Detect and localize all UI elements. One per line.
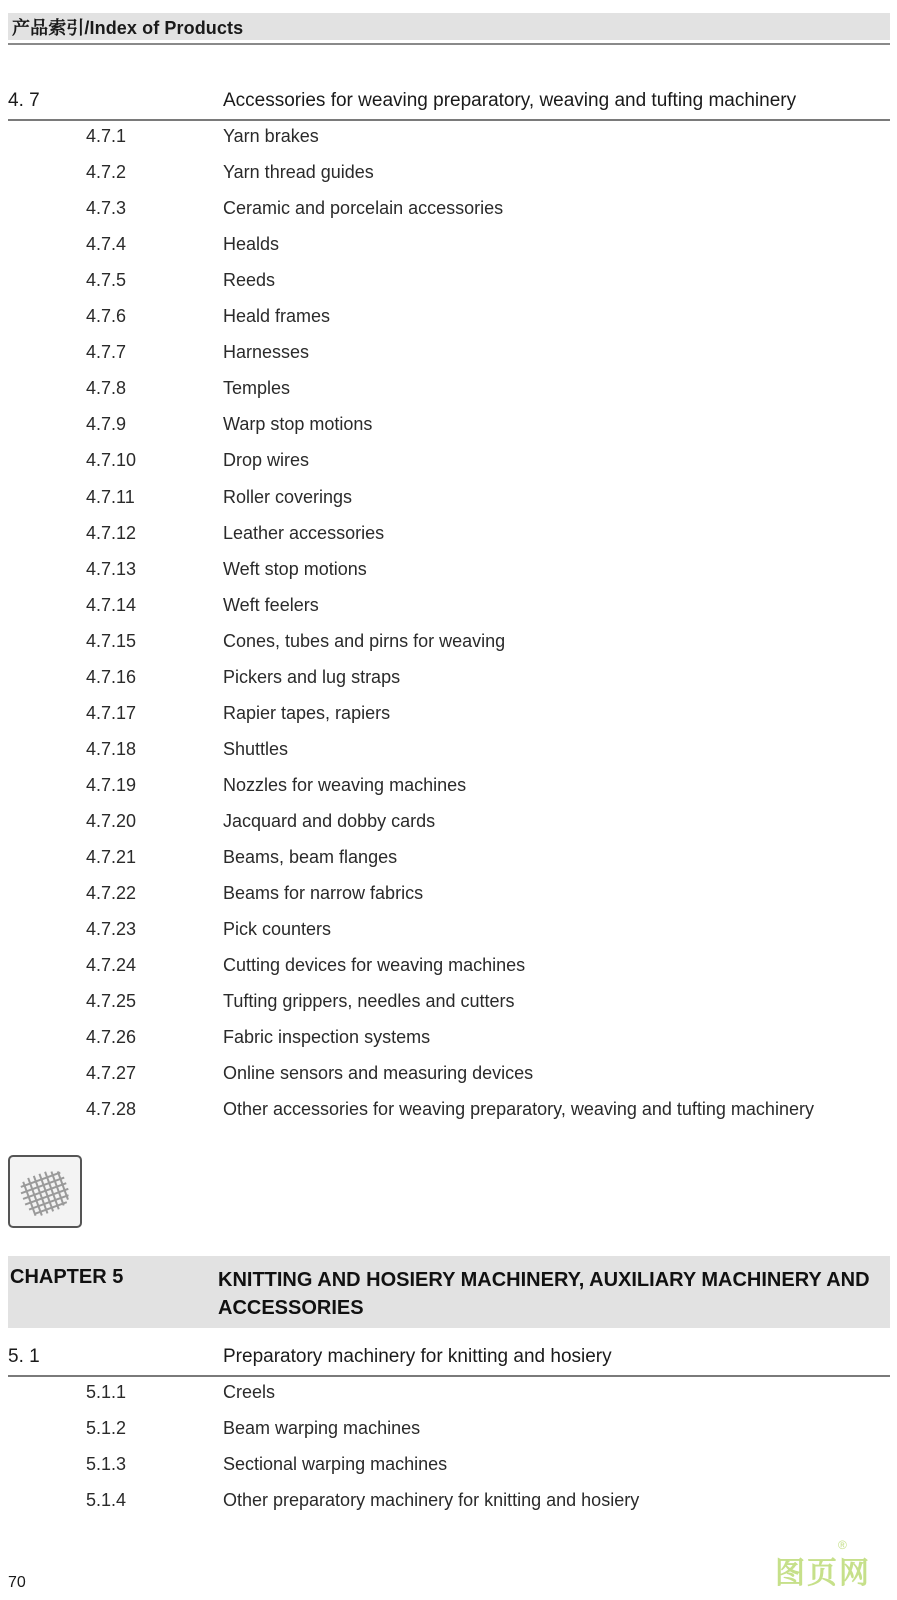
item-number: 4.7.22 — [86, 883, 137, 904]
item-label: Fabric inspection systems — [223, 1027, 431, 1048]
item-number: 5.1.2 — [86, 1418, 127, 1438]
item-number: 4.7.19 — [86, 774, 137, 795]
item-number: 4.7.25 — [86, 991, 137, 1012]
item-number: 4.7.26 — [86, 1027, 137, 1048]
page-header-title: 产品索引/Index of Products — [12, 18, 244, 38]
item-number: 4.7.5 — [86, 270, 127, 291]
item-label: Rapier tapes, rapiers — [223, 702, 391, 723]
item-number: 4.7.6 — [86, 306, 127, 327]
item-label: Cones, tubes and pirns for weaving — [223, 630, 506, 651]
item-label: Jacquard and dobby cards — [223, 810, 436, 831]
item-label: Other accessories for weaving preparatory, weaving and tufting machinery — [223, 1099, 814, 1120]
item-label: Other preparatory machinery for knitting and hosiery — [223, 1490, 640, 1510]
section-divider — [8, 1375, 890, 1377]
item-label: Warp stop motions — [223, 414, 373, 435]
item-label: Shuttles — [223, 738, 289, 759]
item-label: Harnesses — [223, 342, 310, 363]
item-label: Sectional warping machines — [223, 1454, 448, 1474]
item-label: Beams, beam flanges — [223, 847, 398, 867]
knitted-fabric-icon — [8, 1155, 82, 1228]
item-number: 4.7.3 — [86, 198, 127, 219]
section-divider — [8, 119, 890, 121]
item-label: Tufting grippers, needles and cutters — [223, 991, 515, 1012]
item-number: 4.7.15 — [86, 630, 137, 651]
item-label: Weft feelers — [223, 594, 319, 615]
item-number: 4.7.1 — [86, 126, 127, 146]
item-number: 4.7.20 — [86, 810, 137, 831]
item-number: 4.7.24 — [86, 955, 137, 976]
item-number: 4.7.17 — [86, 702, 137, 723]
item-label: Beam warping machines — [223, 1418, 421, 1438]
item-number: 4.7.10 — [86, 450, 137, 471]
item-number: 4.7.28 — [86, 1099, 137, 1120]
item-label: Weft stop motions — [223, 558, 367, 579]
item-number: 4.7.12 — [86, 522, 137, 543]
item-label: Pick counters — [223, 919, 332, 940]
item-label: Yarn thread guides — [223, 162, 374, 183]
item-number: 5.1.1 — [86, 1382, 127, 1402]
item-number: 4.7.14 — [86, 594, 137, 615]
chapter-title: KNITTING AND HOSIERY MACHINERY, AUXILIARY MACHINERY AND ACCESSORIES — [218, 1269, 870, 1319]
section-title: Accessories for weaving preparatory, weaving and tufting machinery — [223, 90, 797, 111]
item-number: 4.7.4 — [86, 234, 127, 255]
section-title: Preparatory machinery for knitting and hosiery — [223, 1346, 612, 1367]
item-number: 4.7.8 — [86, 378, 127, 399]
item-label: Roller coverings — [223, 486, 353, 507]
item-label: Beams for narrow fabrics — [223, 883, 424, 904]
watermark-logo: 图页网 — [775, 1557, 871, 1590]
item-label: Cutting devices for weaving machines — [223, 955, 526, 976]
item-label: Nozzles for weaving machines — [223, 774, 467, 795]
section-number: 5. 1 — [8, 1346, 40, 1367]
item-label: Leather accessories — [223, 522, 385, 543]
item-label: Ceramic and porcelain accessories — [223, 198, 504, 219]
item-label: Pickers and lug straps — [223, 666, 401, 687]
item-label: Reeds — [223, 270, 276, 291]
item-number: 4.7.7 — [86, 342, 127, 363]
item-label: Online sensors and measuring devices — [223, 1063, 534, 1084]
item-number: 4.7.13 — [86, 558, 137, 579]
item-number: 4.7.2 — [86, 162, 127, 183]
registered-mark: ® — [838, 1538, 847, 1552]
item-label: Temples — [223, 378, 291, 399]
item-number: 4.7.16 — [86, 666, 137, 687]
item-number: 4.7.21 — [86, 847, 137, 867]
item-number: 4.7.9 — [86, 414, 127, 435]
item-number: 4.7.27 — [86, 1063, 137, 1084]
item-label: Creels — [223, 1382, 276, 1402]
chapter-label: CHAPTER 5 — [10, 1266, 124, 1288]
item-label: Drop wires — [223, 450, 310, 471]
item-number: 4.7.18 — [86, 738, 137, 759]
item-number: 4.7.23 — [86, 919, 137, 940]
item-label: Heald frames — [223, 306, 331, 327]
item-label: Healds — [223, 234, 280, 255]
page-number: 70 — [8, 1574, 26, 1591]
header-divider — [8, 43, 890, 45]
item-number: 5.1.3 — [86, 1454, 127, 1474]
item-number: 4.7.11 — [86, 486, 135, 507]
section-number: 4. 7 — [8, 90, 40, 111]
item-label: Yarn brakes — [223, 126, 319, 146]
item-number: 5.1.4 — [86, 1490, 127, 1510]
